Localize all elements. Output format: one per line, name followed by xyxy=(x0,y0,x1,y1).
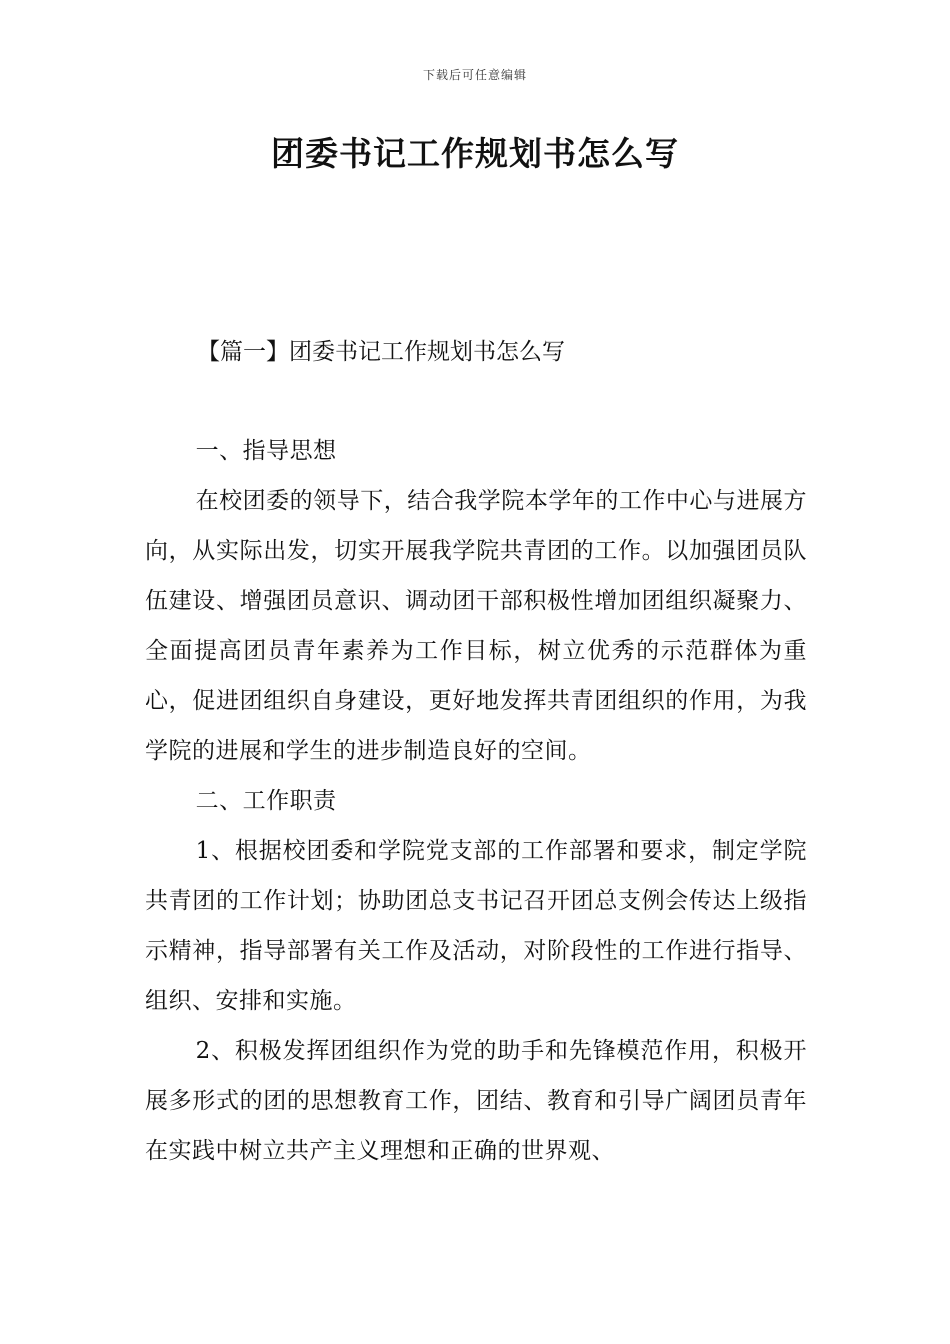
document-title: 团委书记工作规划书怎么写 xyxy=(271,134,679,173)
subheading-guiding-ideology: 一、指导思想 xyxy=(195,438,337,464)
paragraph-guiding-ideology: 在校团委的领导下，结合我学院本学年的工作中心与进展方向，从实际出发，切实开展我学院共青团的工作。以加强团员队伍建设、增强团员意识、调动团干部积极性增加团组织凝聚力、全面提高团员青年素养为工作目标，树立优秀的示范群体为重心，促进团组织自身建设，更好地发挥共青团组织的作用，为我学院的进展和学生的进步制造良好的空间。 xyxy=(145,488,807,764)
header-note: 下载后可任意编辑 xyxy=(422,68,527,82)
section-heading: 【篇一】团委书记工作规划书怎么写 xyxy=(197,339,565,365)
paragraph-duty-1: 1、根据校团委和学院党支部的工作部署和要求，制定学院共青团的工作计划；协助团总支书记召开团总支例会传达上级指示精神，指导部署有关工作及活动，对阶段性的工作进行指导、组织、安排和实施。 xyxy=(145,838,807,1014)
subheading-duties: 二、工作职责 xyxy=(195,788,337,814)
paragraph-duty-2: 2、积极发挥团组织作为党的助手和先锋模范作用，积极开展多形式的团的思想教育工作，团结、教育和引导广阔团员青年在实践中树立共产主义理想和正确的世界观、 xyxy=(145,1038,807,1164)
body-text xyxy=(145,426,807,1176)
